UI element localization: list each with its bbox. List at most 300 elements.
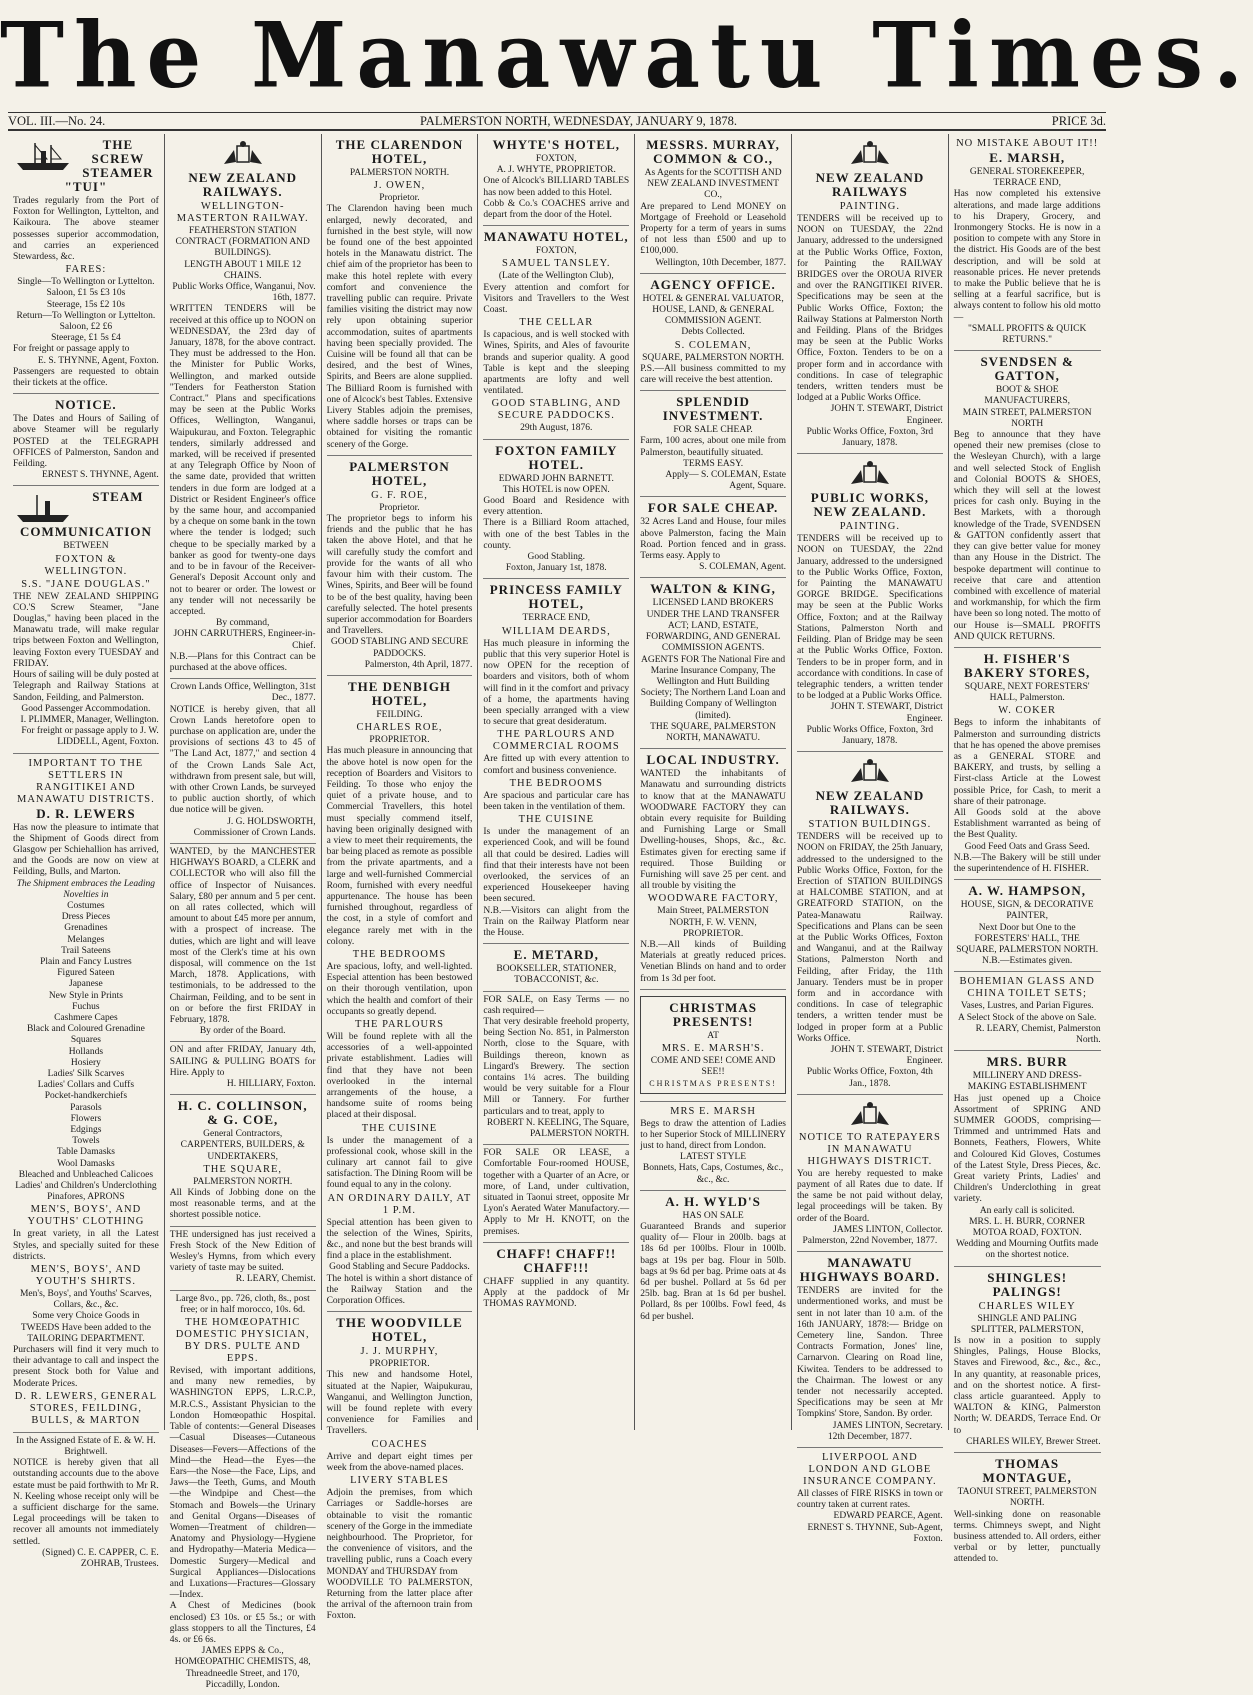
steamer-icon [13, 491, 73, 525]
office-date: Public Works Office, Foxton, 3rd January, 1878. [806, 426, 934, 449]
cellar-body: Is capacious, and is well stocked with Wines, Spirits, and Ales of favourite brands and superior quality. A good Table is kept and the sleeping apartments are lofty and well ventilated. [483, 330, 630, 397]
distance-body: The hotel is within a short distance of the Railway Station and the Corporation Offices. [326, 1273, 473, 1307]
splitter-line: SHINGLE AND PALING SPLITTER, PALMERSTON, [970, 1313, 1084, 1335]
painting-heading: PAINTING. [839, 201, 900, 212]
novelty-item: Plain and Fancy Lustres [40, 956, 132, 967]
ad-walton-king [640, 578, 786, 749]
denbigh-body: Has much pleasure in announcing that the above hotel is now open for the reception of Boarders and Visitors to Feilding. To those who enjoy the quiet of a private house, and to Commercial Travellers, this hotel must specially commend itself, having been originally designed with a view to meet their requirements, the bar being placed as remote as possible from the private apartments, and a large and well-furnished Commercial Room, furnished with every needful appurtenance. The house has been furnished throughout, regardless of the cost, in a style of comfort and elegance rarely met with in the colony. [326, 746, 473, 947]
marsh-style: LATEST STYLE [680, 1152, 747, 1163]
date-line: Wellington, 10th December, 1877. [655, 257, 786, 268]
proprietor-line: Proprietor. [379, 193, 420, 204]
royal-crest-icon [847, 758, 893, 786]
fare-line: Steerage, 15s £2 10s [46, 299, 125, 310]
mens-body: In great variety, in all the Latest Styles, and specially suited for these districts. [13, 1229, 159, 1262]
lewers-body: Has now the pleasure to intimate that the Shipment of Goods direct from Glasgow per Schiehallion has arrived, and the Goods are now on view at Feilding, Bulls, and Marton. [13, 822, 159, 878]
parlours-heading: THE PARLOURS AND COMMERCIAL ROOMS [492, 729, 620, 753]
cheap-body: 32 Acres Land and House, four miles above Palmerston, facing the Main Road. Portion fenced and in grass. Terms easy. Apply to [640, 517, 786, 562]
shirts-heading: MEN'S, BOYS', AND YOUTH'S SHIRTS. [30, 1264, 142, 1288]
ad-homoeopathic [170, 1291, 316, 1695]
column-6 [792, 134, 949, 1544]
highways-heading: MANAWATU HIGHWAYS BOARD. [799, 1255, 940, 1285]
coaches-body: Arrive and depart eight times per week from the above-named places. [326, 1451, 473, 1473]
ad-bohemian-glass [954, 972, 1101, 1051]
pw-heading: PUBLIC WORKS, NEW ZEALAND. [810, 490, 929, 520]
novelty-item: Towels [72, 1136, 100, 1147]
debts-line: Debts Collected. [681, 327, 745, 338]
cellar-heading: THE CELLAR [519, 317, 594, 329]
ratepayers-heading: NOTICE TO RATEPAYERS IN MANAWATU HIGHWAYS DISTRICT. [798, 1131, 941, 1167]
passengers-note: Passengers are requested to obtain their tickets at the office. [13, 366, 159, 389]
early-line: An early call is solicited. [979, 1205, 1075, 1216]
clarendon-heading: THE CLARENDON HOTEL, [335, 137, 464, 166]
estimates-line: N.B.—Estimates given. [982, 956, 1073, 967]
novelty-item: Hosiery [70, 1057, 101, 1068]
wedding-line: Wedding and Mourning Outfits made on the shortest notice. [956, 1239, 1099, 1261]
ad-splendid-investment [640, 391, 786, 497]
ratepayers-body: You are hereby requested to make payment of all Rates due to date. If the same be not paid without delay, legal proceedings will be taken. By order of the Board. [796, 1168, 943, 1224]
woodware-heading: WOODWARE FACTORY, [647, 893, 779, 905]
office-date: Public Works Office, Wanganui, Nov. 16th, 1877. [172, 282, 316, 304]
book-line: Large 8vo., pp. 726, cloth, 8s., post free; or in half morocco, 10s. 6d. [175, 1293, 310, 1315]
volume-number: VOL. III.—No. 24. [8, 114, 106, 128]
local-heading: LOCAL INDUSTRY. [646, 752, 780, 768]
board-body: Good Board and Residence with every attention. [483, 496, 630, 518]
ad-mrs-burr [954, 1051, 1101, 1266]
ad-sale-or-lease [483, 1145, 629, 1243]
signature: EDWARD PEARCE, Agent. [833, 1511, 943, 1522]
novelty-item: Table Damasks [56, 1147, 115, 1158]
proprietor-name: CHARLES ROE, [356, 722, 443, 734]
notice-body: The Dates and Hours of Sailing of above Steamer will be regularly POSTED at the TELEGRAPH OFFICES of Palmerston, Sandon and Feilding. [13, 414, 159, 470]
scarves-line: Men's, Boys', and Youths' Scarves, Collars, &c., &c. [19, 1289, 152, 1311]
ad-collinson [170, 1095, 316, 1226]
christmas-at: AT [707, 1030, 719, 1041]
novelty-item: New Style in Prints [48, 990, 123, 1001]
coker-body: Begs to inform the inhabitants of Palmerston and surrounding districts that he has opened the above premises as a GENERAL STORE and BAKERY, and trusts, by selling a First-class Article at the Lowest possible Price, for Cash, to merit a share of their patronage. [953, 718, 1101, 807]
novelty-item: Ladies' Silk Scarves [47, 1068, 125, 1079]
column-3 [322, 134, 479, 1622]
steam-between: BETWEEN [63, 541, 109, 552]
palmerston-heading: PALMERSTON HOTEL, [349, 458, 450, 488]
stations-heading: NEW ZEALAND RAILWAYS. [815, 788, 925, 818]
ad-notice-sailing [13, 394, 159, 486]
ad-featherston-contract [170, 134, 316, 679]
princess-heading: PRINCESS FAMILY HOTEL, [489, 582, 623, 612]
motto-line: "SMALL PROFITS & QUICK RETURNS." [968, 323, 1087, 346]
walton-heading: WALTON & KING, [650, 581, 776, 597]
cheap-heading: FOR SALE CHEAP. [647, 500, 779, 516]
column-4 [478, 134, 635, 1430]
marsh-body: Begs to draw the attention of Ladies to her Superior Stock of MILLINERY just to hand, direct from London. [640, 1118, 786, 1151]
special-body: Special attention has been given to the selection of the Wines, Spirits, &c., and none but the best brands will find a place in the establishment. [326, 1217, 473, 1262]
palmerston-body: The proprietor begs to inform his friends and the public that he has taken the above Hotel, and that he will carefully study the comfort and provide for the wants of all who favour him with their custom. The Wines, Spirits, and Beer will be found to be of the best quality, having been carefully selected. The hotel presents superior accommodation for Boarders and Travellers. [326, 514, 473, 637]
ad-tui [13, 134, 159, 394]
marsh-name: E. MARSH, [989, 150, 1066, 165]
ad-lewers [13, 754, 159, 1433]
newspaper-title: The Manawatu Times. [0, 2, 1253, 109]
storekeeper-line: GENERAL STOREKEEPER, TERRACE END, [969, 167, 1085, 189]
terrace-line: TERRACE END, [522, 613, 591, 624]
stations-sub: STATION BUILDINGS. [808, 819, 932, 831]
fares-heading: FARES: [65, 264, 107, 276]
ad-whytes-hotel [483, 134, 629, 226]
royal-crest-icon [847, 1101, 893, 1129]
important-heading: IMPORTANT TO THE SETTLERS IN RANGITIKEI AND MANAWATU DISTRICTS. [17, 757, 155, 805]
club-line: (Late of the Wellington Club), [498, 271, 614, 282]
nzr-heading: NEW ZEALAND RAILWAYS [815, 170, 925, 199]
signature: H. HILLIARY, Foxton. [226, 1079, 316, 1090]
signature: CHARLES WILEY, Brewer Street. [966, 1436, 1101, 1447]
bedrooms-heading: THE BEDROOMS [509, 777, 603, 789]
ad-montague [954, 1453, 1101, 1569]
mens-heading: MEN'S, BOYS', AND YOUTHS' CLOTHING [27, 1204, 145, 1228]
office-date: Public Works Office, Foxton, 4th Jan., 1878. [806, 1067, 933, 1089]
stabling-line: Good Stabling. [527, 552, 586, 563]
signature: Apply— S. COLEMAN, Estate Agent, Square. [665, 470, 786, 492]
livery-body: Adjoin the premises, from which Carriages or Saddle-horses are obtainable to visit the romantic scenery of the Gorge in the immediate neighbourhood. The Proprietor, for the convenience of visitors, and the travelling public, runs a Coach every MONDAY and THURSDAY from [326, 1488, 473, 1577]
collinson-heading: H. C. COLLINSON, & G. COE, [177, 1098, 308, 1128]
bakery-note: N.B.—The Bakery will be still under the superintendence of H. FISHER. [953, 852, 1101, 874]
jane-douglas-heading: S.S. "JANE DOUGLAS." [21, 578, 151, 590]
splendid-heading: SPLENDID INVESTMENT. [662, 394, 764, 424]
fisher-address: SQUARE, NEXT FORESTERS' HALL, Palmerston. [964, 681, 1090, 704]
private-sale-line: FOR SALE CHEAP. [673, 425, 753, 436]
jobbing-body: All Kinds of Jobbing done on the most reasonable terms, and at the shortest possible notice. [169, 1188, 316, 1221]
ad-for-sale-cheap [640, 497, 786, 578]
signature: JAMES LINTON, Collector. [833, 1224, 943, 1235]
marsh-heading: MRS E. MARSH [670, 1105, 756, 1117]
cuisine-heading: THE CUISINE [518, 814, 595, 826]
date-line: 29th August, 1876. [520, 423, 593, 434]
novelty-item: Dress Pieces [61, 912, 111, 923]
millinery-line: MILLINERY AND DRESS-MAKING ESTABLISHMENT [967, 1071, 1087, 1093]
signature: S. COLEMAN, Agent. [699, 562, 786, 573]
ad-chaff [483, 1243, 629, 1315]
fare-line: Single—To Wellington or Lyttelton. Saloon, £1 5s £3 10s [17, 277, 155, 299]
local-body: WANTED the inhabitants of Manawatu and surrounding districts to know that at the MANAWATU WOODWARE FACTORY they can obtain every requisite for Building and Furnishing Large or Small Dwelling-houses, Shops, &c., &c. Estimates given for erecting same if required. Those Building or Furnishing will save 25 per cent. and all trouble by visiting the [640, 769, 786, 892]
novelty-item: Pocket-handkerchiefs [44, 1091, 128, 1102]
ad-fisher-bakery [954, 648, 1101, 880]
ad-hymns [170, 1227, 316, 1291]
stabling-heading: GOOD STABLING, AND SECURE PADDOCKS. [491, 398, 622, 422]
column-7 [949, 134, 1106, 1565]
cuisine-heading: THE CUISINE [361, 1122, 438, 1134]
murray-agents: As Agents for the SCOTTISH AND NEW ZEALAND INVESTMENT CO., [644, 168, 782, 201]
signature: JOHN T. STEWART, District Engineer. [830, 404, 943, 426]
signature: JAMES LINTON, Secretary. [832, 1420, 943, 1431]
parlours-body: Are fitted up with every attention to comfort and business convenience. [483, 754, 630, 776]
novelty-item: Trail Sateens [61, 945, 111, 956]
ad-foxton-family-hotel [483, 440, 629, 580]
burr-heading: MRS. BURR [986, 1054, 1068, 1070]
vases-line: Vases, Lustres, and Parian Figures. [960, 1001, 1094, 1012]
liverpool-heading: LIVERPOOL AND LONDON AND GLOBE INSURANCE COMPANY. [803, 1452, 937, 1488]
signature: ERNEST S. THYNNE, Agent. [41, 470, 159, 481]
signature: JOHN T. STEWART, District Engineer. [830, 1044, 943, 1067]
proprietor-line: PROPRIETOR. [369, 1359, 430, 1370]
ad-crown-lands [170, 679, 316, 844]
ad-local-industry [640, 749, 786, 990]
goods-body: All Goods sold at the above Establishment warranted as being of the Best Quality. [953, 807, 1101, 841]
fare-line: Steerage, £1 5s £4 [51, 333, 121, 344]
office-date: Crown Lands Office, Wellington, 31st Dec., 1877. [170, 682, 316, 704]
visitors-note: N.B.—Visitors can alight from the Train on the Railway Platform near the House. [483, 905, 630, 938]
open-line: This HOTEL is now OPEN. [502, 484, 610, 495]
ad-wylds [640, 1191, 786, 1327]
woodware-address: Main Street, PALMERSTON NORTH, F. W. VENN, PROPRIETOR. [657, 906, 769, 939]
ad-liverpool-insurance [797, 1448, 943, 1549]
proprietor-name: J. J. MURPHY, [360, 1346, 439, 1358]
fare-line: Return—To Wellington or Lyttelton. Saloon, £2 £6 [16, 310, 156, 333]
novelty-item: Black and Coloured Grenadine Squares [26, 1024, 145, 1046]
burr-address: MRS. L. H. BURR, CORNER MOTOA ROAD, FOXTON. [969, 1216, 1086, 1239]
novelty-item: Hollands [68, 1046, 104, 1057]
proprietor-name: WILLIAM DEARDS, [501, 625, 611, 637]
hampson-sub: HOUSE, SIGN, & DECORATIVE PAINTER, [960, 900, 1094, 922]
coleman-name: S. COLEMAN, [674, 339, 752, 351]
bookseller-line: BOOKSELLER, STATIONER, TOBACCONIST, &c. [496, 964, 617, 986]
walton-agents: AGENTS FOR The National Fire and Marine Insurance Company, The Wellington and Hutt Building Society; The Northern Land Loan and Building Company of Wellington (limited). [640, 654, 786, 721]
steamer-icon [13, 139, 73, 173]
livery-heading: LIVERY STABLES [350, 1475, 449, 1487]
masthead [0, 0, 1253, 112]
tenders-body: WRITTEN TENDERS will be received at this office up to NOON on WEDNESDAY, the 23rd day of January, 1878, for the above contract. They must be addressed to the Hon. the Minister for Public Works, Wellington, and marked outside "Tenders for Featherston Station Contract." Plans and specifications may be seen at the Public Works Offices, Wellington, Wanganui, Waipukurau, and Foxton. Telegraphic tenders, similarly addressed and marked, will be received if presented at any Telegraph Office by Noon of the same date, provided that written tenders in due form are lodged at a District or Resident Engineer's office by the same hour, and accompanied by a cheque on some bank in the town where the tender is lodged; such cheque to be specially marked by a banker as good for twenty-one days and to be in favour of the Receiver-General's Deposit Account only and not to bearer or order. The lowest or any tender will not necessarily be accepted. [169, 304, 316, 617]
lease-body: FOR SALE OR LEASE, a Comfortable Four-roomed HOUSE, together with a Quarter of an Acre, or more, of Land, under cultivation, situated in Taonui street, opposite Mr Lyon's Aerated Water Manufactory.— Apply to Mr H. KNOTT, on the premises. [483, 1148, 630, 1237]
whyte-body: One of Alcock's BILLIARD TABLES has now been added to this Hotel. [483, 176, 630, 198]
steam-heading: STEAM COMMUNICATION [19, 489, 152, 540]
date-line: Palmerston, 4th April, 1877. [364, 659, 473, 670]
montague-body: Well-sinking done on reasonable terms. Chimneys swept, and Night business attended to. All orders, either verbal or by letter, punctually attended to. [953, 1509, 1101, 1565]
wanted-body: WANTED, by the MANCHESTER HIGHWAYS BOARD, a CLERK and COLLECTOR who will also fill the office of Inspector of Nuisances. Salary, £80 per annum and 5 per cent. on all rates collected, which will amount to about £45 more per annum, with a prospect of increase. The duties, which are light and will leave most of the Clerk's time at his own disposal, will commence on the 1st March, 1878. Applications, with testimonials, to be addressed to the Chairman, Feilding, and to be sent in on or before the first FRIDAY in February, 1878. [169, 846, 316, 1026]
cuisine-body: Is under the management of an experienced Cook, and will be found all that could be desired. Ladies will find that their interests have not been overlooked, the services of an experienced Housekeeper having been secured. [483, 827, 630, 905]
freight-line: For freight or passage apply to [13, 344, 130, 355]
christmas-box [640, 996, 786, 1094]
price: PRICE 3d. [1051, 114, 1106, 128]
dateline [8, 112, 1106, 131]
mistake-heading: NO MISTAKE ABOUT IT!! [956, 138, 1099, 149]
chaff-heading: CHAFF! CHAFF!! CHAFF!!! [496, 1245, 617, 1275]
terms-line: TERMS EASY. [683, 458, 744, 469]
princess-body: Has much pleasure in informing the public that this very superior Hotel is now OPEN for the reception of boarders and visitors, both of whom will find in it the comfort and privacy of a home, the apartments having been specially arranged with a view to secure that great desideratum. [483, 638, 630, 728]
column-5 [635, 134, 792, 1430]
lewers-stores: D. R. LEWERS, GENERAL STORES, FEILDING, BULLS, & MARTON [14, 1390, 158, 1426]
command-line: By command, [216, 618, 270, 629]
date-line: Foxton, January 1st, 1878. [505, 563, 607, 574]
parlours-heading: THE PARLOURS [355, 1019, 444, 1030]
medicine-line: A Chest of Medicines (book enclosed) £3 10s. or £5 5s.; or with glass stoppers to all the Tinctures, £4 4s. or £6 6s. [169, 1601, 316, 1645]
ad-assigned-estate [13, 1433, 159, 1574]
for-sale-heading: FOR SALE, on Easy Terms — no cash required— [483, 994, 630, 1016]
estate-heading: In the Assigned Estate of E. & W. H. Brightwell. [16, 1435, 156, 1458]
proprietor-name: G. F. ROE, [371, 489, 428, 501]
novelty-item: Japanese [69, 979, 103, 990]
oats-line: Good Feed Oats and Grass Seed. [964, 841, 1090, 852]
town-line: FOXTON, [535, 154, 577, 164]
wylds-sale: HAS ON SALE [682, 1210, 744, 1221]
purchasers-body: Purchasers will find it very much to their advantage to call and inspect the present Stock both for Value and Moderate Prices. [13, 1345, 159, 1389]
montague-address: TAONUI STREET, PALMERSTON NORTH. [957, 1487, 1097, 1509]
columns [8, 134, 1106, 1690]
proprietor-name: EDWARD JOHN BARNETT. [498, 473, 614, 484]
place-date: PALMERSTON NORTH, WEDNESDAY, JANUARY 9, 1878. [420, 114, 738, 128]
trades-line: CARPENTERS, BUILDERS, & UNDERTAKERS, [180, 1140, 305, 1162]
hampson-heading: A. W. HAMPSON, [968, 883, 1086, 899]
metard-heading: E. METARD, [513, 947, 599, 963]
ad-murray-common [640, 134, 786, 274]
ad-wanted-clerk [170, 844, 316, 1042]
novelty-item: Cashmere Capes [54, 1012, 118, 1023]
coaches-heading: COACHES [371, 1438, 428, 1450]
select-line: A Select Stock of the above on Sale. [958, 1012, 1097, 1023]
cobb-body: Cobb & Co.'s COACHES arrive and depart from the door of the Hotel. [483, 198, 630, 221]
ad-christmas-presents [640, 990, 786, 1102]
boot-line: BOOT & SHOE MANUFACTURERS, [984, 385, 1070, 407]
nzr-line: WELLINGTON-MASTERTON RAILWAY. [176, 201, 309, 224]
proprietor-name: J. OWEN, [373, 180, 426, 192]
novelty-item: Grenadines [64, 923, 108, 934]
highways-body: TENDERS are invited for the undermentioned works, and must be sent in not later than 10 a.m. of the 16th JANUARY, 1878:— Bridge on Cemetery line, Sandon. Three Contracts Formation, Jones' line, Carnarvon. Clearing on Road line, Kiwitea. Tenders to be addressed to the Chairman. The lowest or any tender not necessarily accepted. Specifications may be seen at Mr Tompkins' Store, Sandon. By order. [796, 1286, 943, 1420]
hampson-address: Next Door but One to the FORESTERS' HALL, THE SQUARE, PALMERSTON NORTH. [956, 922, 1099, 955]
proprietor-line: A. J. WHYTE, PROPRIETOR. [496, 165, 616, 176]
christmas-heading: CHRISTMAS PRESENTS! [669, 999, 757, 1029]
column-2 [165, 134, 322, 1690]
marsh-items: Bonnets, Hats, Caps, Costumes, &c., &c., &c. [642, 1163, 784, 1185]
signature: J. G. HOLDSWORTH, Commissioner of Crown Lands. [193, 816, 316, 838]
estate-body: NOTICE is hereby given that all outstanding accounts due to the above estate must be paid forthwith to Mr R. N. Keeling whose receipt only will be a sufficient discharge for the same. Legal proceedings will be taken to recover all amounts not immediately settled. [13, 1458, 159, 1547]
town-line: FOXTON, [535, 246, 577, 257]
signature: ROBERT N. KEELING, The Square, PALMERSTON NORTH. [486, 1117, 630, 1139]
novelty-item: Costumes [67, 900, 105, 911]
burr-body: Has just opened up a Choice Assortment of SPRING AND SUMMER GOODS, comprising— Trimmed and untrimmed Hats and Bonnets, Feathers, Flowers, White and Coloured Kid Gloves, Costumes of the Latest Style, Dress Pieces, &c. Great variety Prints, Ladies' and Children's Underclothing in great variety. [953, 1093, 1101, 1205]
ad-public-works-painting [797, 454, 943, 752]
wiley-body: Is now in a position to supply Shingles, Palings, House Blocks, Staves and Firewood, &c., &c., &c., In any quantity, at reasonable prices, and on the shortest notice. A first-class article guaranteed. Apply to WALTON & KING, Palmerston North; W. DEARDS, Terrace End. Or to [953, 1336, 1101, 1436]
painting-heading: PAINTING. [839, 521, 900, 533]
novelty-item: Figured Sateen [57, 968, 115, 979]
ps-note: P.S.—All business committed to my care will receive the best attention. [640, 363, 786, 386]
svendsen-body: Beg to announce that they have opened their new premises (close to the Wesleyan Church), with a large and well selected Stock of English and Colonial BOOTS & SHOES, which they will sell at the lowest prices for cash only. Buying in the Best Markets, with a thorough knowledge of the Trade, SVENDSEN & GATTON confidently assert that they can give better value for money than any House in the District. The bespoke department will continue to receive that care and attention combined with excellence of material and workmanship, for which the firm have been so long noted. The motto of our House is—SMALL PROFITS AND QUICK RETURNS. [953, 430, 1101, 642]
contractors-line: General Contractors, [203, 1129, 283, 1140]
chaff-body: CHAFF supplied in any quantity. Apply at the paddock of Mr THOMAS RAYMOND. [483, 1276, 630, 1310]
stabling-line: Good Stabling and Secure Paddocks. [329, 1262, 470, 1273]
featherston-line: FEATHERSTON STATION CONTRACT (FORMATION AND BUILDINGS). [175, 226, 310, 259]
liverpool-body: All classes of FIRE RISKS in town or country taken at current rates. [796, 1489, 943, 1511]
bohemian-heading: BOHEMIAN GLASS AND CHINA TOILET SETS; [959, 976, 1095, 1000]
office-date: Public Works Office, Foxton, 3rd January, 1878. [806, 724, 934, 746]
tui-body: Trades regularly from the Port of Foxton for Wellington, Lyttelton, and Kaikoura. The above steamer possesses superior accommodation, and carries an experienced Stewardess, &c. [13, 196, 159, 263]
svendsen-heading: SVENDSEN & GATTON, [980, 354, 1074, 384]
foxton-family-heading: FOXTON FAMILY HOTEL. [495, 442, 618, 472]
hours-body: Hours of sailing will be duly posted at Telegraph and Railway Stations at Sandon, Feilding, and Palmerston. [13, 670, 159, 703]
christmas-side-label: CHRISTMAS PRESENTS! [649, 1079, 777, 1089]
ad-woodville [327, 1312, 473, 1626]
ad-metard [483, 944, 629, 991]
montague-heading: THOMAS MONTAGUE, [982, 1456, 1072, 1486]
signature: JOHN T. STEWART, District Engineer. [830, 702, 943, 724]
hilliary-body: ON and after FRIDAY, January 4th, SAILING & PULLING BOATS for Hire. Apply to [169, 1045, 316, 1078]
tweeds-line: Some very Choice Goods in TWEEDS Have been added to the TAILORING DEPARTMENT. [20, 1311, 151, 1344]
date-line: 12th December, 1877. [827, 1431, 912, 1442]
signature: (Signed) C. E. CAPPER, C. E. ZOHRAB, Trustees. [42, 1547, 159, 1570]
agency-heading: AGENCY OFFICE. [650, 276, 776, 292]
signature: E. S. THYNNE, Agent, Foxton. [37, 355, 159, 366]
notice-heading: NOTICE. [55, 397, 117, 413]
signature: I. PLIMMER, Manager, Wellington. [20, 714, 159, 725]
valuator-line: HOTEL & GENERAL VALUATOR, HOUSE, LAND, & GENERAL COMMISSION AGENT. [642, 293, 784, 327]
signature: JOHN CARRUTHERS, Engineer-in-Chief. [173, 629, 316, 651]
nz-shipping-body: THE NEW ZEALAND SHIPPING CO.'S Screw Steamer, "Jane Douglas," having been placed in the Manawatu trade, will make regular trips between Foxton and Wellington, leaving Foxton every TUESDAY and FRIDAY. [13, 591, 159, 669]
ad-boats [170, 1042, 316, 1095]
date-line: Palmerston, 22nd November, 1877. [802, 1236, 938, 1247]
christmas-shop: MRS. E. MARSH'S. [661, 1042, 765, 1054]
walton-sub: LICENSED LAND BROKERS UNDER THE LAND TRANSFER ACT; LAND, ESTATE, FORWARDING, AND GENERAL COMMISSION AGENTS. [645, 598, 781, 654]
ad-denbigh [327, 676, 473, 1312]
ad-princess-hotel [483, 579, 629, 944]
murray-body: Are prepared to Lend MONEY on Mortgage of Freehold or Leasehold Property for a term of years in sums of not less than £500 and up to £100,000. [640, 201, 786, 257]
bedrooms-body: Are spacious, lofty, and well-lighted. Especial attention has been bestowed on their thorough ventilation, upon which the health and comfort of their occupants so greatly depend. [326, 961, 473, 1017]
novelty-item: Parasols [70, 1102, 102, 1113]
ad-palmerston-hotel [327, 456, 473, 676]
nzr-body: TENDERS will be received up to NOON on TUESDAY, the 22nd January, addressed to the undersigned at the Public Works Office, Foxton, for Painting the RAILWAY BRIDGES over the OROUA RIVER and over the RANGITIKEI RIVER. Specifications may be seen at the Public Works Office, Foxton; the Railway Stations at Palmerston North and Feilding. Plans of the Bridges may be seen at the Public Works Office, Foxton. Tenders to be on a proper form and in accordance with conditions. In case of telegraphic tenders, written tenders must be lodged at a Public Works Office. [796, 214, 943, 404]
marsh-body: Has now completed his extensive alterations, and made large additions to his Drapery, Grocery, and Ironmongery Stocks. He is now in a position to compete with any Store in the district. His Goods are of the best description, and will be sold at reasonable prices. He never pretends to make the Public believe that he is selling at a fearful sacrifice, but is always content to follow his old motto— [953, 189, 1101, 323]
town-line: PALMERSTON NORTH. [193, 1176, 293, 1187]
homoeo-heading: THE HOMŒOPATHIC DOMESTIC PHYSICIAN, BY DRS. PULTE AND EPPS. [175, 1317, 310, 1365]
wiley-name: CHARLES WILEY [978, 1300, 1076, 1312]
ad-hampson [954, 880, 1101, 972]
nzr-heading: NEW ZEALAND RAILWAYS. [188, 170, 298, 199]
accommodation-line: Good Passenger Accommodation. [21, 703, 151, 714]
parlours-body: Will be found replete with all the accessories of a well-appointed private establishment. Ladies will find that they have not been overlooked in the internal arrangements of the house, a handsome suite of rooms being placed at their disposal. [326, 1032, 473, 1121]
board-line: By order of the Board. [199, 1026, 286, 1037]
fisher-heading: H. FISHER'S BAKERY STORES, [964, 650, 1091, 680]
novelty-item: Ladies' Collars and Cuffs [37, 1080, 135, 1091]
bedrooms-heading: THE BEDROOMS [352, 948, 447, 960]
novelty-item: Wool Damasks [57, 1158, 115, 1169]
novelty-item: Bleached and Unbleached Calicoes [18, 1169, 154, 1180]
proprietor-name: SAMUEL TANSLEY. [502, 258, 611, 270]
novelty-item: Flowers [70, 1113, 102, 1124]
proprietor-line: PROPRIETOR. [369, 735, 430, 746]
cuisine-body: Is under the management of a professional cook, whose skill in the culinary art cannot fail to give satisfaction. The Dining Room will be found equal to any in the colony. [326, 1135, 473, 1191]
plans-note: N.B.—Plans for this Contract can be purchased at the above offices. [169, 651, 316, 673]
manawatu-body: Every attention and comfort for Visitors and Travellers to the West Coast. [483, 282, 630, 316]
royal-crest-icon [847, 140, 893, 168]
ad-clarendon [327, 134, 473, 456]
town-line: FEILDING. [376, 709, 423, 720]
signature: ERNEST S. THYNNE, Sub-Agent, Foxton. [807, 1522, 943, 1544]
homoeo-body: Revised, with important additions, and many new remedies, by WASHINGTON EPPS, L.R.C.P., M.R.C.S., Assistant Physician to the London Homœopathic Hospital. Table of contents:—General Diseases—Casual Diseases—Cutaneous Diseases—Fevers—Affections of the Mind—the Head—the Eyes—the Ears—the Nose—the Face, Lips, and Jaws—the Teeth, Gums, and Mouth—the Windpipe and Chest—the Stomach and Bowels—the Urinary and Genital Organs—Diseases of Women—Treatment of children—Anatomy and Physiology—Hygiene and Hydropathy—Materia Medica—Domestic Surgery—Medical and Surgical Appliances—Dislocations and Luxations—Fractures—Glossary—Index. [169, 1366, 316, 1601]
farm-body: Farm, 100 acres, about one mile from Palmerston, beautifully situated. [640, 436, 786, 458]
town-line: PALMERSTON NORTH. [349, 168, 450, 178]
woodville-route: WOODVILLE TO PALMERSTON, Returning from the latter place after the arrival of the afternoon train from Foxton. [326, 1577, 473, 1622]
ad-shingles [954, 1267, 1101, 1453]
novelty-item: Edgings [70, 1125, 102, 1135]
pw-body: TENDERS will be received up to NOON on TUESDAY, the 22nd January, addressed to the undersigned to the Public Works Office, Foxton, for Painting the MANAWATU GORGE BRIDGE. Specifications may be seen at the Public Works Office, Foxton; and at the Railway Stations, Palmerston North and Feilding. Plan of Bridge may be seen at the Public Works Office, Foxton. Tenders to be in proper form, and in accordance with conditions. In case of telegraphic tenders, a written tender to be lodged at a Public Works Office. [796, 534, 943, 702]
stations-body: TENDERS will be received up to NOON on FRIDAY, the 25th January, addressed to the undersigned to the Public Works Office, Foxton, for the Erection of STATION BUILDINGS at HALCOMBE STATION, and at GREATFORD STATION, on the Patea-Manawatu Railway. Specifications and Plans can be seen at the Public Works Offices, Foxton and Wanganui, and at the Railway Stations, Palmerston North and Feilding, after Friday, the 11th January. Tenders must be in proper form and in accordance with conditions. In case of telegraphic tenders, a written tender must be lodged in proper form at a Public Works Office. [796, 832, 943, 1044]
ladies-line: Ladies' and Children's Underclothing [15, 1181, 157, 1192]
wylds-heading: A. H. WYLD'S [665, 1193, 761, 1209]
coleman-address: SQUARE, PALMERSTON NORTH. [642, 352, 785, 363]
ad-svendsen-gatton [954, 351, 1101, 648]
woodville-heading: THE WOODVILLE HOTEL, [336, 1315, 463, 1345]
materials-note: N.B.—All kinds of Building Materials at greatly reduced prices. Venetian Blinds on hand and to order from 1s 3d per foot. [640, 939, 786, 984]
billiard-body: There is a Billiard Room attached, with one of the best Tables in the county. [483, 518, 630, 551]
signature: For freight or passage apply to J. W. LIDDELL, Agent, Foxton. [21, 726, 159, 748]
shipment-heading: The Shipment embraces the Leading Novelties in [16, 878, 156, 900]
lewers-heading: D. R. LEWERS [36, 805, 136, 821]
crown-body: NOTICE is hereby given, that all Crown Lands heretofore open to purchase on application are, under the provisions of sections 43 to 45 of "The Land Act, 1877," and section 4 of the Crown Lands Sale Act, withdrawn from present sale, but will, with other Crown Lands, be surveyed to public auction shortly, of which due notice will be given. [169, 704, 316, 816]
proprietor-line: Proprietor. [379, 502, 420, 513]
ad-marsh-millinery [640, 1102, 786, 1191]
